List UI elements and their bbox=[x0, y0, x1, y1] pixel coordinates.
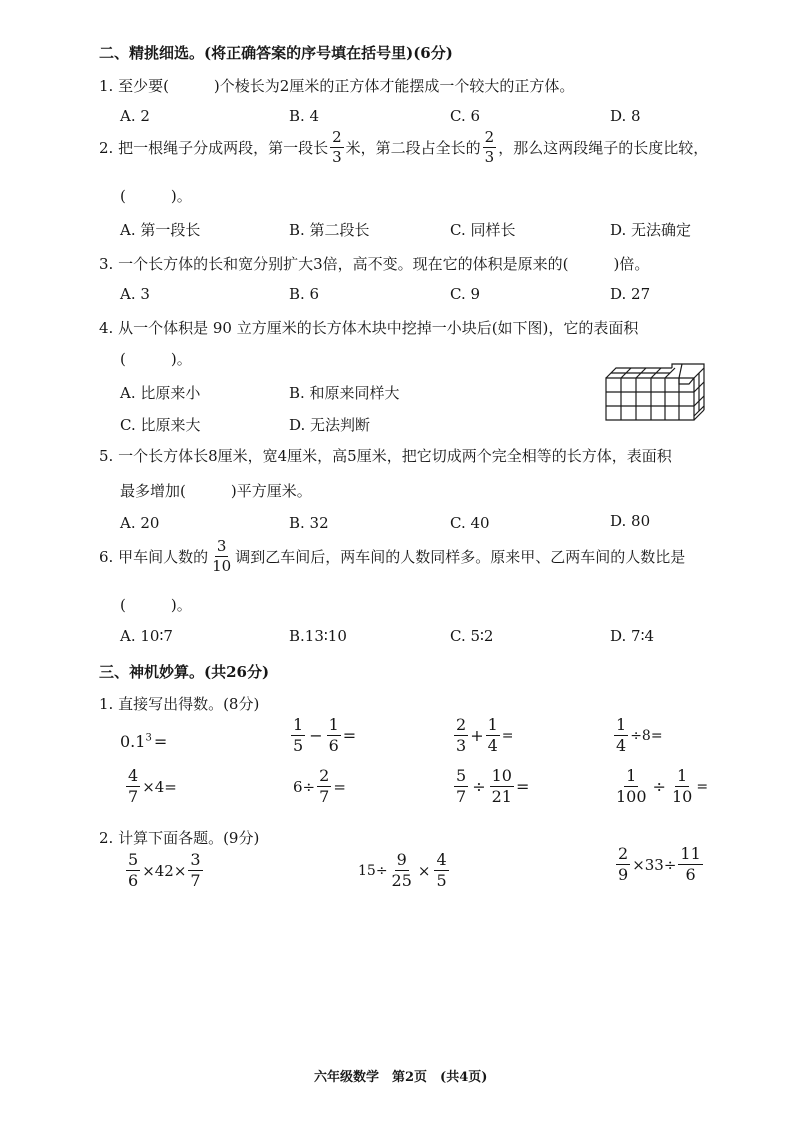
expr4-den: 4 bbox=[616, 736, 627, 755]
expr8-b-num: 1 bbox=[677, 766, 688, 785]
q2-f2-numerator: 2 bbox=[484, 128, 495, 146]
expr7-fraction-b bbox=[490, 768, 514, 805]
part-2-title: 2. 计算下面各题。(9分) bbox=[99, 829, 260, 847]
calc2-b-den: 5 bbox=[436, 871, 447, 890]
question-5-line2: 最多增加( )平方厘米。 bbox=[120, 482, 312, 500]
expression-1 bbox=[120, 732, 169, 751]
q4-option-b: B. 和原来同样大 bbox=[289, 384, 400, 402]
expression-5 bbox=[124, 768, 177, 805]
expr8-fraction-b bbox=[670, 768, 694, 805]
q6-denominator: 10 bbox=[212, 557, 232, 575]
expression-8 bbox=[612, 768, 708, 805]
expr7-equals: = bbox=[515, 777, 530, 796]
page-footer: 六年级数学 第2页 (共4页) bbox=[314, 1070, 488, 1085]
expr8-b-den: 10 bbox=[671, 787, 693, 806]
question-6-text bbox=[99, 539, 685, 574]
calc1-b-num: 3 bbox=[190, 850, 201, 869]
calc3-b-num: 11 bbox=[680, 844, 701, 863]
expr2-fraction-b bbox=[327, 717, 341, 754]
q6-numerator: 3 bbox=[216, 537, 227, 555]
expr4-num: 1 bbox=[616, 715, 627, 734]
expr2-fraction-a bbox=[291, 717, 305, 754]
expr7-fraction-a bbox=[454, 768, 468, 805]
expr8-operator: ÷ bbox=[652, 777, 666, 796]
question-5-line1: 5. 一个长方体长8厘米，宽4厘米，高5厘米，把它切成两个完全相等的长方体，表面积 bbox=[99, 447, 672, 465]
calc1-a-num: 5 bbox=[128, 850, 139, 869]
expr2-a-den: 5 bbox=[293, 736, 304, 755]
calc1-a-den: 6 bbox=[128, 871, 139, 890]
expr1-base: 0.1 bbox=[120, 732, 146, 751]
q6-option-c: C. 5∶2 bbox=[450, 627, 494, 645]
q2-fraction-1 bbox=[330, 130, 344, 165]
expr7-b-den: 21 bbox=[491, 787, 512, 806]
q4-option-c: C. 比原来大 bbox=[120, 416, 201, 434]
q6-fraction bbox=[210, 539, 233, 574]
expr2-b-den: 6 bbox=[328, 736, 339, 755]
section-2-title: 二、精挑细选。(将正确答案的序号填在括号里)(6分) bbox=[99, 44, 453, 62]
q4-option-d: D. 无法判断 bbox=[289, 416, 371, 434]
expression-3 bbox=[452, 717, 514, 754]
expression-7 bbox=[452, 768, 529, 805]
calc3-a-num: 2 bbox=[618, 844, 629, 863]
q2-text-part1: 2. 把一根绳子分成两段，第一段长 bbox=[99, 138, 329, 157]
q3-option-d: D. 27 bbox=[610, 285, 651, 303]
calculation-3 bbox=[614, 846, 705, 883]
expr2-operator: − bbox=[309, 726, 323, 745]
calc3-a-den: 9 bbox=[618, 865, 629, 884]
calc2-fraction-a bbox=[390, 852, 414, 889]
expr3-operator: + bbox=[470, 726, 484, 745]
cuboid-figure bbox=[604, 360, 706, 422]
q6-answer-blank: ( )。 bbox=[120, 596, 192, 614]
calc2-a-num: 9 bbox=[396, 850, 407, 869]
expr2-a-num: 1 bbox=[293, 715, 304, 734]
calc3-middle: ×33÷ bbox=[632, 855, 677, 874]
part-1-title: 1. 直接写出得数。(8分) bbox=[99, 695, 260, 713]
expr3-a-num: 2 bbox=[456, 715, 467, 734]
q6-option-a: A. 10∶7 bbox=[120, 627, 173, 645]
q2-f2-denominator: 3 bbox=[484, 148, 495, 166]
expr1-equals: = bbox=[153, 732, 168, 751]
expression-2 bbox=[289, 717, 356, 754]
q2-f1-denominator: 3 bbox=[332, 148, 342, 166]
expr7-a-den: 7 bbox=[456, 787, 467, 806]
calc2-a-den: 25 bbox=[391, 871, 412, 890]
q3-option-b: B. 6 bbox=[289, 285, 320, 303]
expr8-a-den: 100 bbox=[616, 787, 647, 806]
expr8-a-num: 1 bbox=[626, 766, 637, 785]
expr2-b-num: 1 bbox=[328, 715, 339, 734]
q1-option-b: B. 4 bbox=[289, 107, 320, 125]
q2-fraction-2 bbox=[483, 130, 497, 165]
calc3-fraction-b bbox=[678, 846, 702, 883]
q2-text-part3: ，那么这两段绳子的长度比较， bbox=[498, 138, 709, 157]
q2-text-part2: 米，第二段占全长的 bbox=[345, 138, 481, 157]
q3-option-c: C. 9 bbox=[450, 285, 481, 303]
question-1-text: 1. 至少要( )个棱长为2厘米的正方体才能摆成一个较大的正方体。 bbox=[99, 77, 575, 95]
q6-text-part2: 调到乙车间后，两车间的人数同样多。原来甲、乙两车间的人数比是 bbox=[235, 547, 686, 566]
q2-option-c: C. 同样长 bbox=[450, 221, 516, 239]
q4-option-a: A. 比原来小 bbox=[120, 384, 201, 402]
calc3-b-den: 6 bbox=[685, 865, 696, 884]
q2-f1-numerator: 2 bbox=[332, 128, 342, 146]
q2-answer-blank: ( )。 bbox=[120, 187, 192, 205]
q5-option-d: D. 80 bbox=[610, 512, 651, 530]
expr3-equals: = bbox=[501, 727, 514, 744]
expr3-fraction-a bbox=[454, 717, 468, 754]
expr2-equals: = bbox=[342, 726, 357, 745]
question-4-text: 4. 从一个体积是 90 立方厘米的长方体木块中挖掉一小块后(如下图)，它的表面积 bbox=[99, 319, 639, 337]
q2-option-b: B. 第二段长 bbox=[289, 221, 370, 239]
calc2-prefix: 15÷ bbox=[358, 862, 388, 879]
q5-option-a: A. 20 bbox=[120, 514, 160, 532]
q6-text-part1: 6. 甲车间人数的 bbox=[99, 547, 209, 566]
expression-6 bbox=[293, 768, 346, 805]
calc1-fraction-a bbox=[126, 852, 140, 889]
calc2-fraction-b bbox=[434, 852, 448, 889]
expr6-fraction bbox=[317, 768, 331, 805]
expr3-a-den: 3 bbox=[456, 736, 467, 755]
q6-option-d: D. 7∶4 bbox=[610, 627, 655, 645]
expr6-den: 7 bbox=[319, 787, 330, 806]
q6-option-b: B.13∶10 bbox=[289, 627, 347, 645]
expr8-equals: = bbox=[696, 778, 709, 795]
expr3-b-num: 1 bbox=[487, 715, 498, 734]
q5-option-c: C. 40 bbox=[450, 514, 490, 532]
calculation-1 bbox=[124, 852, 205, 889]
expr7-operator: ÷ bbox=[472, 777, 486, 796]
question-3-text: 3. 一个长方体的长和宽分别扩大3倍，高不变。现在它的体积是原来的( )倍。 bbox=[99, 255, 650, 273]
expression-4 bbox=[612, 717, 663, 754]
expr7-b-num: 10 bbox=[491, 766, 512, 785]
expr5-rest: ×4= bbox=[142, 777, 177, 796]
q2-option-d: D. 无法确定 bbox=[610, 221, 692, 239]
calc3-fraction-a bbox=[616, 846, 630, 883]
expr1-exponent: 3 bbox=[145, 732, 152, 744]
calculation-2 bbox=[358, 852, 451, 889]
expr4-rest: ÷8= bbox=[630, 727, 663, 744]
expr3-fraction-b bbox=[486, 717, 500, 754]
calc2-b-num: 4 bbox=[436, 850, 447, 869]
expr8-fraction-a bbox=[614, 768, 649, 805]
calc1-b-den: 7 bbox=[190, 871, 201, 890]
expr3-b-den: 4 bbox=[487, 736, 498, 755]
calc1-middle: ×42× bbox=[142, 861, 187, 880]
calc1-fraction-b bbox=[188, 852, 202, 889]
q2-option-a: A. 第一段长 bbox=[120, 221, 201, 239]
expr6-num: 2 bbox=[319, 766, 330, 785]
expr5-num: 4 bbox=[128, 766, 139, 785]
question-2-text bbox=[99, 130, 708, 165]
expr6-equals: = bbox=[333, 777, 346, 796]
expr6-prefix: 6÷ bbox=[293, 777, 316, 796]
q4-answer-blank: ( )。 bbox=[120, 350, 192, 368]
q1-option-a: A. 2 bbox=[120, 107, 150, 125]
expr7-a-num: 5 bbox=[456, 766, 467, 785]
expr5-den: 7 bbox=[128, 787, 139, 806]
expr5-fraction bbox=[126, 768, 140, 805]
calc2-operator: × bbox=[417, 861, 431, 880]
q5-option-b: B. 32 bbox=[289, 514, 329, 532]
q1-option-c: C. 6 bbox=[450, 107, 481, 125]
q3-option-a: A. 3 bbox=[120, 285, 150, 303]
section-3-title: 三、神机妙算。(共26分) bbox=[99, 663, 270, 681]
q1-option-d: D. 8 bbox=[610, 107, 641, 125]
expr4-fraction bbox=[614, 717, 628, 754]
